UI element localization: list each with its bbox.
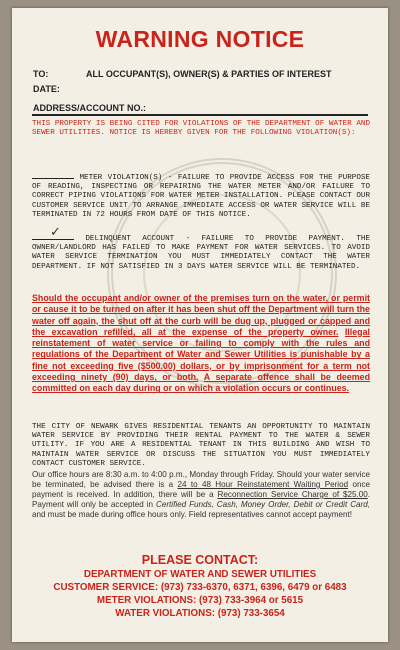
delinquent-account-item xyxy=(32,231,370,272)
tenants-paragraph: THE CITY OF NEWARK GIVES RESIDENTIAL TENANTS AN OPPORTUNITY TO MAINTAIN WATER SERVICE BY PROVIDING THEIR RENTAL PAYMENT TO THE WATER & SEWER UTILITY. IF YOU ARE A RESIDENTIAL TENANT IN THIS BUILDING AND WISH TO MAINTAIN WATER SERVICE OR DISCUSS THE SITUATION YOU MUST IMMEDIATELY CONTACT CUSTOMER SERVICE. xyxy=(32,423,370,468)
header-divider xyxy=(32,114,368,116)
water-violations-phone: WATER VIOLATIONS: (973) 733-3654 xyxy=(115,608,285,619)
hours-text-g: and must be made during office hours only. Field representatives cannot accept payment! xyxy=(32,510,353,519)
office-hours-paragraph xyxy=(32,470,370,520)
delinquent-checkbox-line xyxy=(32,231,74,240)
check-mark-icon: ✓ xyxy=(50,225,61,240)
warning-part1: Should the occupant and/or owner of the premises turn on the water, or permit or cause it to be turned on after it has been shut off the Department will turn the water off again, the shut off at the curb will be dug up, plugged or capped and the excavation refilled, all at the expense of the property owner. xyxy=(32,293,370,337)
to-value: ALL OCCUPANT(S), OWNER(S) & PARTIES OF INTEREST xyxy=(86,69,332,79)
delinquent-account-text: DELINQUENT ACCOUNT - FAILURE TO PROVIDE PAYMENT. THE OWNER/LANDLORD HAS FAILED TO MAKE PAYMENT FOR WATER SERVICES. TO AVOID WATER SERVICE TERMINATION YOU MUST IMMEDIATELY CONTACT THE WATER DEPARTMENT. IF NOT SATISFIED IN 3 DAYS WATER SERVICE WILL BE TERMINATED. xyxy=(32,235,370,271)
meter-violations-phone: METER VIOLATIONS: (973) 733-3964 or 5615 xyxy=(96,595,304,606)
warning-paragraph xyxy=(32,293,370,395)
meter-violation-item xyxy=(32,170,370,220)
warning-notice-sheet xyxy=(12,8,388,642)
warning-part3: A separate offence shall be deemed committed on each day during or on which a violation occurs or continues. xyxy=(32,372,370,394)
payment-methods: Certified Funds, Cash, Money Order, Debit or Credit Card, xyxy=(155,500,370,509)
to-label: TO: xyxy=(33,69,49,79)
meter-violation-checkbox-line xyxy=(32,170,74,179)
customer-service-phone: CUSTOMER SERVICE: (973) 733-6370, 6371, 6396, 6479 or 6483 xyxy=(53,582,347,593)
notice-title: WARNING NOTICE xyxy=(95,26,305,52)
hours-text-c: once payment is received. In addition, there will be a xyxy=(32,480,371,499)
reinstatement-period: 24 to 48 Hour Reinstatement Waiting Period xyxy=(177,480,349,489)
contact-department: DEPARTMENT OF WATER AND SEWER UTILITIES xyxy=(83,569,317,580)
intro-text: THIS PROPERTY IS BEING CITED FOR VIOLATIONS OF THE DEPARTMENT OF WATER AND SEWER UTILITIES. NOTICE IS HEREBY GIVEN FOR THE FOLLOWING VIOLATION(S): xyxy=(32,120,370,138)
address-label: ADDRESS/ACCOUNT NO.: xyxy=(33,103,147,113)
contact-heading: PLEASE CONTACT: xyxy=(141,553,259,567)
hours-text-a: Our office hours are 8:30 a.m. to 4:00 p.m., Monday through Friday. Should your water service be terminated, be advised there is a xyxy=(32,470,370,489)
reconnection-charge: Reconnection Service Charge of $25.00 xyxy=(217,490,368,499)
warning-part2: Illegal reinstatement of water service or failing to comply with the rules and regulations of the Department of Water and Sewer Utilities is punishable by a fine not exceeding five ($500.00) dollars, or by imprisonment for a term not exceeding ninety (90) days, or both. xyxy=(32,326,370,383)
meter-violation-text: METER VIOLATION(S) - FAILURE TO PROVIDE ACCESS FOR THE PURPOSE OF READING, INSPECTING OR REPAIRING THE WATER METER AND/OR FAILURE TO CORRECT PIPING VIOLATIONS FOR WATER METER INSTALLATION. PLEASE CONTACT OUR CUSTOMER SERVICE UNIT TO ARRANGE IMMEDIATE ACCESS OR WATER SERVICE WILL BE TERMINATED IN 72 HOURS FROM DATE OF THIS NOTICE. xyxy=(32,174,370,219)
hours-text-e: . Payment will only be accepted in xyxy=(32,490,371,509)
date-label: DATE: xyxy=(33,84,60,94)
